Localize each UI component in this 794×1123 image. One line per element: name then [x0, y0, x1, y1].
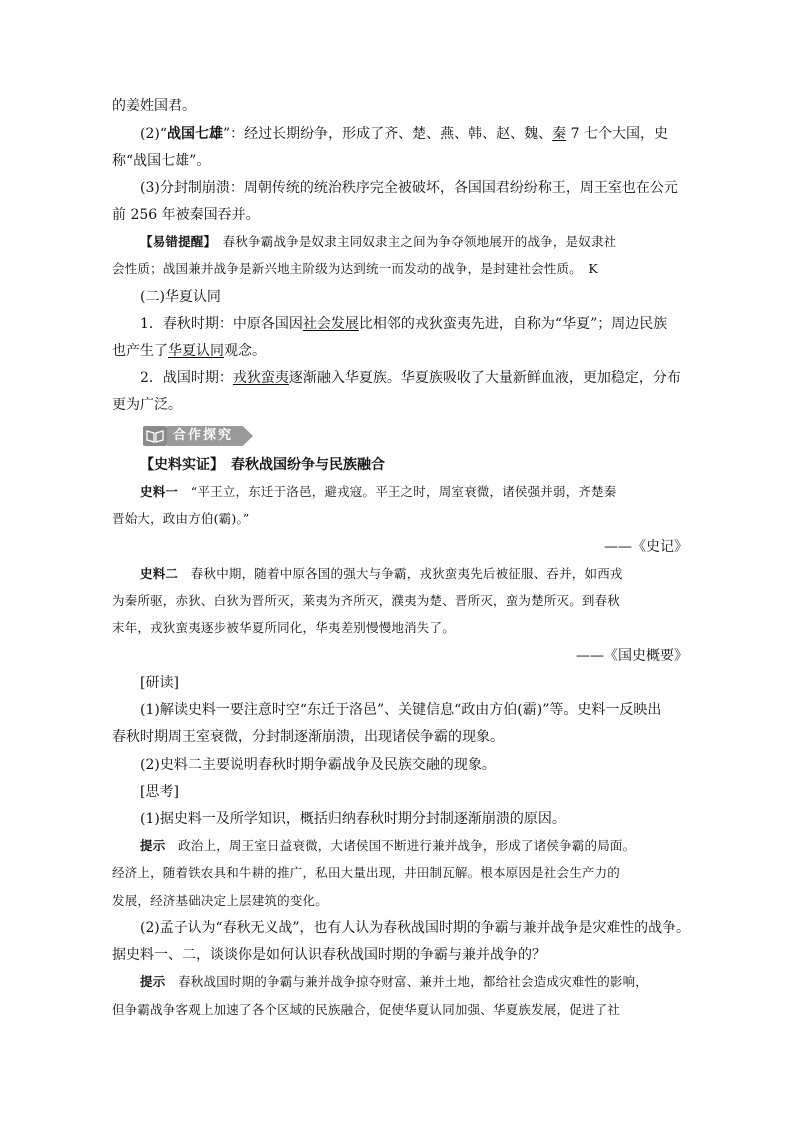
- section-label: 【史料实证】: [140, 457, 217, 473]
- text-line: (1)解读史料一要注意时空“东迁于洛邑”、关键信息“政由方伯(霸)”等。史料一反映出: [140, 702, 662, 718]
- text-line: (2)史料二主要说明春秋时期争霸战争及民族交融的现象。: [140, 757, 496, 773]
- hint-line: 但争霸战争客观上加速了各个区域的民族融合，促使华夏认同加强、华夏族发展，促进了社: [112, 1002, 621, 1017]
- text-span: 政治上，周王室日益衰微，大诸侯国不断进行兼并战争，形成了诸侯争霸的局面。: [165, 838, 636, 853]
- hint-line: [140, 836, 635, 856]
- quote-line: 末年，戎狄蛮夷逐步被华夏所同化，华夷差别慢慢地消失了。: [112, 620, 455, 635]
- text-span: 也产生了: [112, 343, 168, 359]
- text-span: 比相邻的戎狄蛮夷先进，自称为“华夏”；周边民族: [358, 316, 668, 332]
- text-span: 逐渐融入华夏族。华夏族吸收了大量新鲜血液，更加稳定，分布: [288, 370, 681, 386]
- section-banner: [143, 426, 261, 446]
- section-title: 春秋战国纷争与民族融合: [217, 457, 385, 473]
- hint-label: 提示: [140, 838, 166, 853]
- tip-line: [140, 232, 616, 252]
- hint-label: 提示: [140, 974, 166, 989]
- text-span: ”：经过长期纷争，形成了齐、楚、燕、韩、赵、魏、: [223, 126, 553, 142]
- text-span: 1．春秋时期：中原各国因: [140, 316, 303, 332]
- quote-line: 为秦所驱，赤狄、白狄为晋所灭，莱夷为齐所灭，濮夷为楚、晋所灭，蛮为楚所灭。到春秋: [112, 593, 621, 608]
- text-line: [140, 368, 681, 388]
- text-line: (2)孟子认为“春秋无义战”，也有人认为春秋战国时期的争霸与兼并战争是灾难性的战争。: [140, 920, 690, 936]
- source-citation: ——《国史概要》: [576, 648, 688, 664]
- subheading: [研读]: [140, 675, 179, 691]
- tip-line: 会性质；战国兼并战争是新兴地主阶级为达到统一而发动的战争，是封建社会性质。 K: [112, 261, 598, 276]
- quote-line: [140, 564, 623, 584]
- source-label: 史料一: [140, 484, 179, 499]
- quote-line: [140, 482, 617, 502]
- bold-term: 战国七雄: [167, 126, 223, 142]
- book-icon: [143, 426, 167, 446]
- hint-line: [140, 972, 648, 992]
- text-line: (1)据史料一及所学知识，概括归纳春秋时期分封制逐渐崩溃的原因。: [140, 811, 566, 827]
- text-span: 7 七个大国，史: [566, 126, 668, 142]
- text-line: 的姜姓国君。: [112, 98, 196, 114]
- hint-line: 发展，经济基础决定上层建筑的变化。: [112, 893, 328, 908]
- source-citation: ——《史记》: [604, 539, 688, 555]
- text-line: 据史料一、二，谈谈你是如何认识春秋战国时期的争霸与兼并战争的？: [112, 947, 546, 963]
- text-span: (2)“: [140, 126, 167, 142]
- quote-line: 晋始大，政由方伯(霸)。”: [112, 511, 250, 526]
- subheading: [思考]: [140, 784, 179, 800]
- text-span: 春秋战国时期的争霸与兼并战争掠夺财富、兼并土地，都给社会造成灾难性的影响，: [165, 974, 649, 989]
- text-span: 2．战国时期：: [140, 370, 233, 386]
- text-line: [140, 455, 385, 475]
- source-label: 史料二: [140, 566, 179, 581]
- text-line: [140, 314, 667, 334]
- underlined-term: 秦: [552, 126, 567, 142]
- subheading: (二)华夏认同: [140, 289, 221, 305]
- text-span: 春秋中期，随着中原各国的强大与争霸，戎狄蛮夷先后被征服、吞并，如西戎: [178, 566, 623, 581]
- text-line: 更为广泛。: [112, 397, 182, 413]
- banner-title: 合作探究: [173, 428, 234, 443]
- underlined-term: 戎狄蛮夷: [232, 370, 289, 386]
- tip-label: 【易错提醒】: [140, 234, 210, 249]
- text-line: [112, 341, 266, 361]
- text-line: (3)分封制崩溃：周朝传统的统治秩序完全被破坏，各国国君纷纷称王，周王室也在公元: [140, 180, 678, 196]
- text-line: 春秋时期周王室衰微，分封制逐渐崩溃，出现诸侯争霸的现象。: [112, 729, 504, 745]
- text-span: 春秋争霸战争是奴隶主同奴隶主之间为争夺领地展开的战争，是奴隶社: [209, 234, 617, 249]
- text-line: 前 256 年被秦国吞并。: [112, 207, 260, 223]
- text-span: 观念。: [224, 343, 266, 359]
- text-line: [140, 124, 668, 144]
- hint-line: 经济上，随着铁农具和牛耕的推广，私田大量出现，井田制瓦解。根本原因是社会生产力的: [112, 865, 621, 880]
- underlined-term: 社会发展: [302, 316, 359, 332]
- text-line: 称“战国七雄”。: [112, 153, 211, 169]
- underlined-term: 华夏认同: [168, 343, 224, 359]
- text-span: “平王立，东迁于洛邑，避戎寇。平王之时，周室衰微，诸侯强并弱，齐楚秦: [178, 484, 617, 499]
